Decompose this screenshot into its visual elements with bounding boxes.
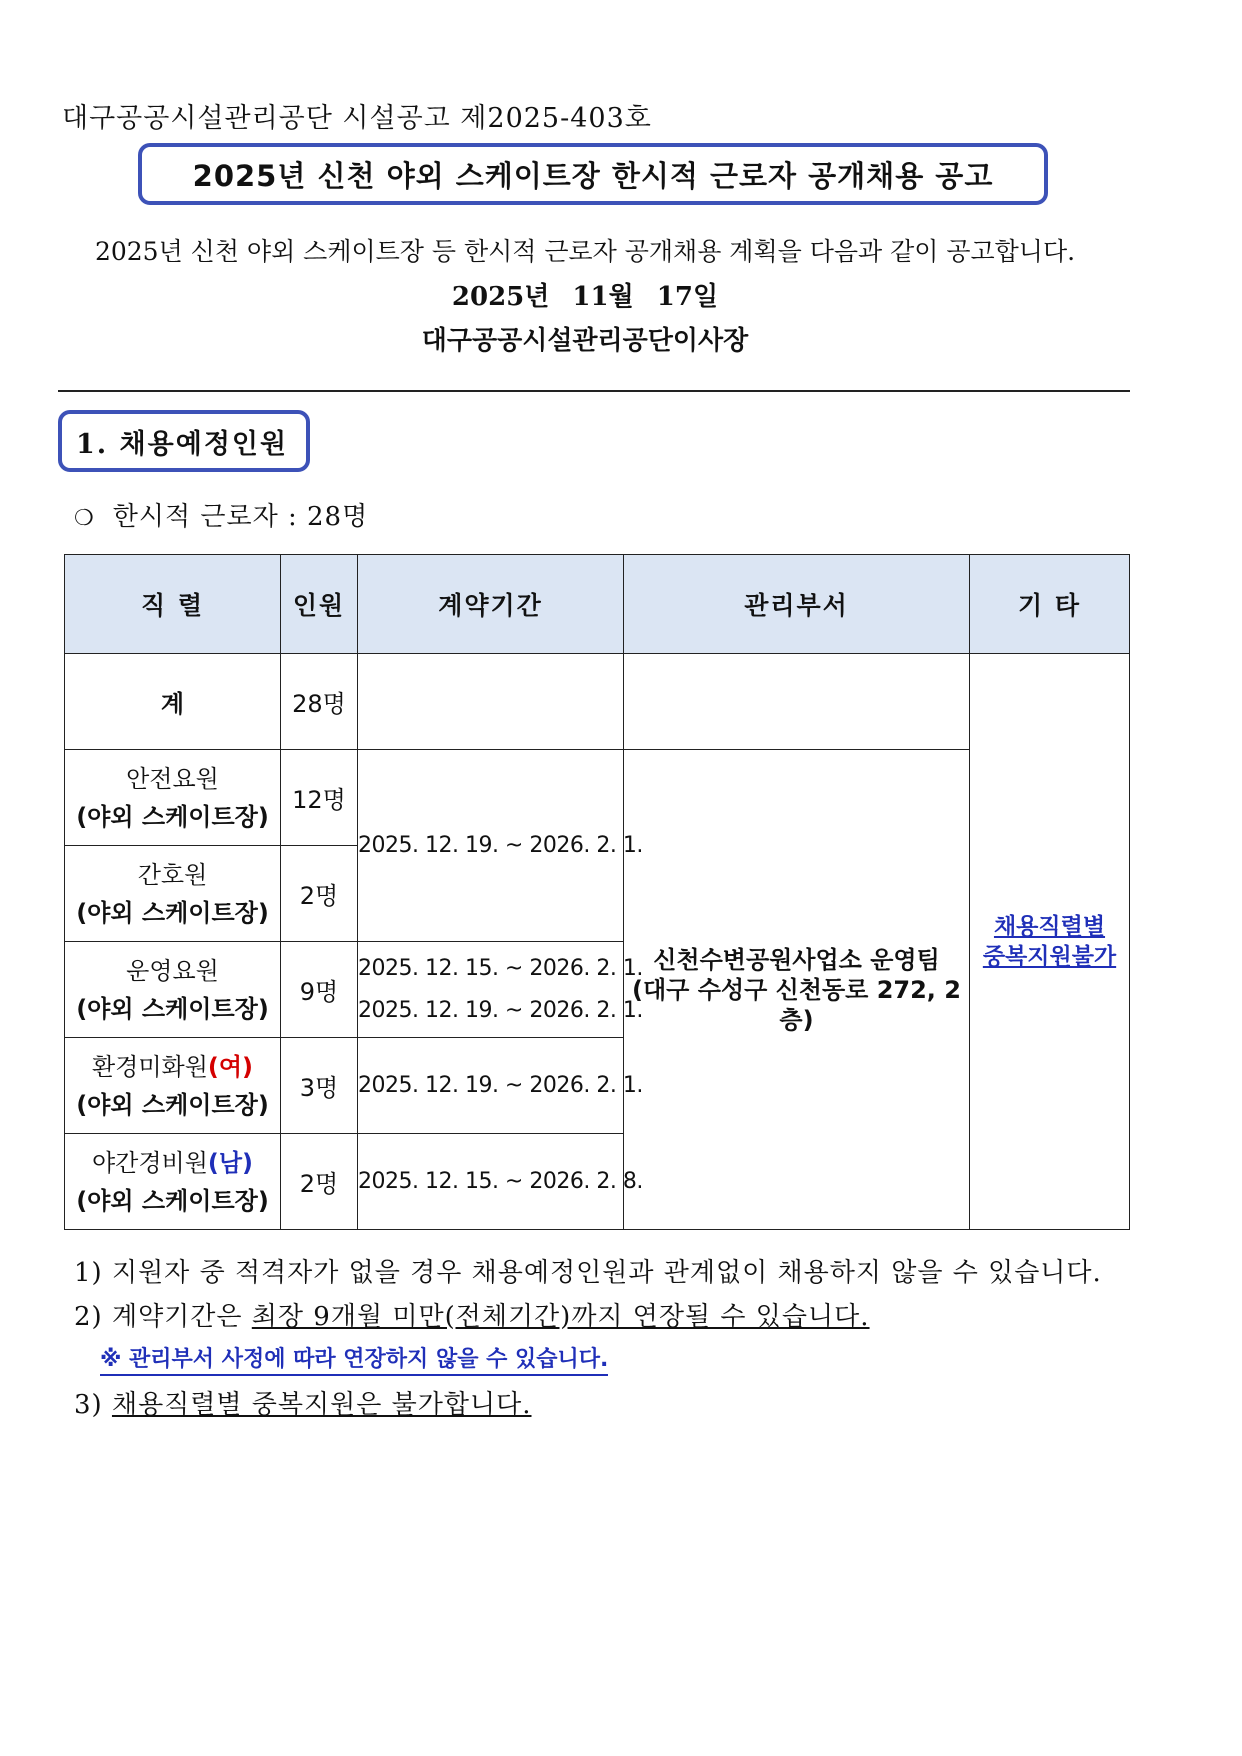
count-cell: 9명 xyxy=(281,942,358,1038)
position-name: 운영요원 xyxy=(126,956,219,985)
header-dept: 관리부서 xyxy=(624,555,970,654)
period-cell: 2025. 12. 19. ~ 2026. 2. 1. xyxy=(358,750,624,942)
count-cell: 12명 xyxy=(281,750,358,846)
position-place: (야외 스케이트장) xyxy=(76,898,269,927)
position-name: 안전요원 xyxy=(126,764,219,793)
footnote-3-prefix: 3) xyxy=(74,1390,112,1420)
total-period xyxy=(358,654,624,750)
position-cell xyxy=(65,1134,281,1230)
intro-text: 2025년 신천 야외 스케이트장 등 한시적 근로자 공개채용 계획을 다음과 같이 공고합니다. xyxy=(94,237,1076,266)
recruitment-table xyxy=(64,554,1130,1230)
position-name-text: 환경미화원 xyxy=(91,1052,208,1081)
period-cell xyxy=(358,942,643,1038)
dept-name: 신천수변공원사업소 운영팀 xyxy=(653,945,940,974)
position-place: (야외 스케이트장) xyxy=(76,1090,269,1119)
footnote-2-text: 최장 9개월 미만(전체기간)까지 연장될 수 있습니다. xyxy=(251,1302,870,1332)
summary-text: 한시적 근로자 : 28명 xyxy=(112,502,369,532)
notice-date: 2025년 11월 17일 xyxy=(451,282,719,312)
position-place: (야외 스케이트장) xyxy=(76,802,269,831)
other-line1: 채용직렬별 xyxy=(993,913,1106,940)
table-row-total xyxy=(65,654,1130,750)
position-cell xyxy=(65,846,281,942)
position-cell xyxy=(65,750,281,846)
position-place: (야외 스케이트장) xyxy=(76,994,269,1023)
footnote-1: 1) 지원자 중 적격자가 없을 경우 채용예정인원과 관계없이 채용하지 않을 수 있습니다. xyxy=(74,1258,1102,1288)
total-label: 계 xyxy=(65,654,281,750)
period-line1: 2025. 12. 15. ~ 2026. 2. 1. xyxy=(358,955,643,981)
table-header-row xyxy=(65,555,1130,654)
footnote-2-note-text: ※ 관리부서 사정에 따라 연장하지 않을 수 있습니다. xyxy=(100,1347,608,1376)
period-cell: 2025. 12. 19. ~ 2026. 2. 1. xyxy=(358,1038,624,1134)
period-cell: 2025. 12. 15. ~ 2026. 2. 8. xyxy=(358,1134,624,1230)
count-cell: 2명 xyxy=(281,846,358,942)
gender-tag: (여) xyxy=(207,1052,254,1081)
notice-number: 대구공공시설관리공단 시설공고 제2025-403호 xyxy=(62,103,652,134)
footnote-2-prefix: 2) 계약기간은 xyxy=(74,1302,252,1332)
other-line2: 중복지원불가 xyxy=(982,943,1117,970)
position-cell xyxy=(65,942,281,1038)
position-name xyxy=(65,1048,280,1086)
other-cell xyxy=(970,654,1130,1230)
position-cell xyxy=(65,1038,281,1134)
count-cell: 2명 xyxy=(281,1134,358,1230)
summary-line xyxy=(74,496,368,533)
position-name: 간호원 xyxy=(137,860,208,889)
period-line2: 2025. 12. 19. ~ 2026. 2. 1. xyxy=(358,997,643,1023)
circle-bullet-icon: ❍ xyxy=(74,506,95,531)
position-place: (야외 스케이트장) xyxy=(76,1186,269,1215)
dept-cell xyxy=(624,750,970,1230)
issuer: 대구공공시설관리공단이사장 xyxy=(421,326,749,356)
footnote-2 xyxy=(74,1296,870,1333)
count-cell: 3명 xyxy=(281,1038,358,1134)
footnote-3 xyxy=(74,1384,532,1421)
page-title: 2025년 신천 야외 스케이트장 한시적 근로자 공개채용 공고 xyxy=(138,143,1048,205)
total-count: 28명 xyxy=(281,654,358,750)
divider xyxy=(58,390,1130,392)
position-name-text: 야간경비원 xyxy=(91,1148,208,1177)
header-other: 기 타 xyxy=(970,555,1130,654)
header-count: 인원 xyxy=(281,555,358,654)
footnote-2-note xyxy=(100,1342,608,1373)
header-period: 계약기간 xyxy=(358,555,624,654)
section-heading: 1. 채용예정인원 xyxy=(58,410,310,472)
position-name xyxy=(65,1144,280,1182)
footnote-3-text: 채용직렬별 중복지원은 불가합니다. xyxy=(111,1390,532,1420)
gender-tag: (남) xyxy=(207,1148,254,1177)
total-dept xyxy=(624,654,970,750)
dept-address: (대구 수성구 신천동로 272, 2층) xyxy=(632,975,961,1034)
header-position: 직 렬 xyxy=(65,555,281,654)
